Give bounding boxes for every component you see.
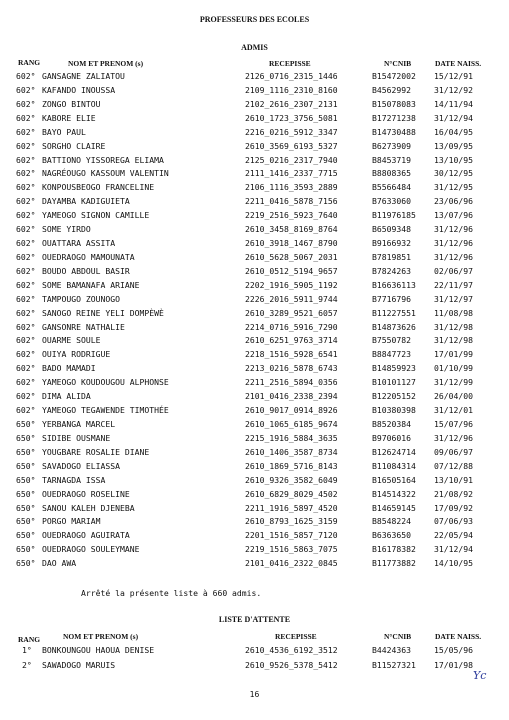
- header-recepisse: RECEPISSE: [275, 632, 317, 641]
- rank-cell: 602°: [16, 71, 36, 81]
- rank-cell: 602°: [16, 168, 36, 179]
- name-cell: SANOGO REINE YELI DOMPÈWÈ: [42, 307, 164, 318]
- recepisse-cell: 2211_2516_5894_0356: [245, 377, 338, 388]
- rank-cell: 650°: [16, 474, 36, 485]
- recepisse-cell: 2101_0416_2338_2394: [245, 391, 338, 402]
- birthdate-cell: 31/12/94: [434, 112, 473, 123]
- recepisse-cell: 2202_1916_5905_1192: [245, 279, 338, 290]
- table-row: [16, 280, 496, 291]
- header-rang: RANG: [18, 58, 41, 67]
- birthdate-cell: 14/10/95: [434, 558, 473, 569]
- table-row: [16, 294, 496, 305]
- header-cnib: N°CNIB: [384, 632, 412, 641]
- rank-cell: 602°: [16, 210, 36, 221]
- table-row: [16, 349, 496, 360]
- cnib-cell: B14659145: [372, 502, 416, 513]
- table-row: [16, 447, 496, 458]
- name-cell: KABORE ELIE: [42, 112, 96, 123]
- recepisse-cell: 2610_3918_1467_8790: [245, 238, 338, 249]
- header-cnib: N°CNIB: [384, 59, 412, 68]
- name-cell: SOME BAMANAFA ARIANE: [42, 279, 140, 290]
- rank-cell: 602°: [16, 335, 36, 346]
- table-row: [16, 85, 496, 96]
- recepisse-cell: 2215_1916_5884_3635: [245, 432, 338, 443]
- table-row: [16, 141, 496, 152]
- birthdate-cell: 13/10/91: [434, 474, 473, 485]
- recepisse-cell: 2610_3289_9521_6057: [245, 307, 338, 318]
- rank-cell: 602°: [16, 265, 36, 276]
- recepisse-cell: 2610_3569_6193_5327: [245, 140, 338, 151]
- rank-cell: 602°: [16, 279, 36, 290]
- name-cell: OUEDRAOGO ROSELINE: [42, 488, 130, 499]
- cnib-cell: B10101127: [372, 377, 416, 388]
- name-cell: SOME YIRDO: [42, 224, 91, 235]
- cnib-cell: B7550782: [372, 335, 411, 346]
- name-cell: SAVADOGO ELIASSA: [42, 460, 120, 471]
- cnib-cell: B12624714: [372, 446, 416, 457]
- birthdate-cell: 22/05/94: [434, 530, 473, 541]
- name-cell: SANOU KALEH DJENEBA: [42, 502, 135, 513]
- cnib-cell: B7716796: [372, 293, 411, 304]
- recepisse-cell: 2610_1065_6185_9674: [245, 419, 338, 429]
- header-nom: NOM ET PRENOM (s): [68, 59, 144, 68]
- name-cell: DAO AWA: [42, 558, 77, 569]
- birthdate-cell: 21/08/92: [434, 488, 473, 499]
- handwritten-initials: Yc: [473, 669, 487, 682]
- cnib-cell: B8847723: [372, 349, 411, 360]
- name-cell: KONPOUSBEOGO FRANCELINE: [42, 182, 155, 193]
- birthdate-cell: 17/01/98: [434, 659, 473, 670]
- recepisse-cell: 2610_4536_6192_3512: [245, 645, 338, 655]
- table-row: [16, 335, 496, 346]
- table-row: [16, 391, 496, 402]
- birthdate-cell: 31/12/95: [434, 182, 473, 193]
- birthdate-cell: 17/09/92: [434, 502, 473, 513]
- cnib-cell: B7633060: [372, 196, 411, 207]
- name-cell: BATTIONO YISSOREGA ELIAMA: [42, 154, 164, 165]
- name-cell: PORGO MARIAM: [42, 516, 101, 527]
- recepisse-cell: 2610_9017_0914_8926: [245, 405, 338, 416]
- name-cell: TAMPOUGO ZOUNOGO: [42, 293, 120, 304]
- birthdate-cell: 31/12/94: [434, 544, 473, 555]
- cnib-cell: B4424363: [372, 645, 411, 655]
- cnib-cell: B8548224: [372, 516, 411, 527]
- name-cell: SAWADOGO MARUIS: [42, 659, 116, 670]
- recepisse-cell: 2610_9326_3582_6049: [245, 474, 338, 485]
- rank-cell: 602°: [16, 391, 36, 402]
- table-row: [16, 419, 496, 430]
- birthdate-cell: 31/12/99: [434, 377, 473, 388]
- cnib-cell: B14873626: [372, 321, 416, 332]
- name-cell: OUEDRAOGO AGUIRATA: [42, 530, 130, 541]
- cnib-cell: B14730488: [372, 126, 416, 137]
- cnib-cell: B16178382: [372, 544, 416, 555]
- birthdate-cell: 17/01/99: [434, 349, 473, 360]
- name-cell: BONKOUNGOU HAOUA DENISE: [42, 645, 155, 655]
- birthdate-cell: 31/12/96: [434, 251, 473, 262]
- admis-heading: ADMIS: [241, 43, 268, 52]
- recepisse-cell: 2610_5628_5067_2031: [245, 251, 338, 262]
- cnib-cell: B11773882: [372, 558, 416, 569]
- rank-cell: 602°: [16, 126, 36, 137]
- rank-cell: 1°: [22, 645, 32, 655]
- name-cell: DIMA ALIDA: [42, 391, 91, 402]
- name-cell: YOUGBARE ROSALIE DIANE: [42, 446, 150, 457]
- recepisse-cell: 2219_2516_5923_7640: [245, 210, 338, 221]
- table-row: [16, 544, 496, 555]
- rank-cell: 650°: [16, 446, 36, 457]
- rank-cell: 602°: [16, 84, 36, 95]
- rank-cell: 2°: [22, 659, 32, 670]
- rank-cell: 602°: [16, 321, 36, 332]
- rank-cell: 602°: [16, 140, 36, 151]
- cnib-cell: B9706016: [372, 432, 411, 443]
- name-cell: GANSAGNE ZALIATOU: [42, 71, 125, 81]
- birthdate-cell: 31/12/98: [434, 335, 473, 346]
- recepisse-cell: 2102_2616_2307_2131: [245, 98, 338, 109]
- name-cell: BADO MAMADI: [42, 363, 96, 374]
- recepisse-cell: 2226_2016_5911_9744: [245, 293, 338, 304]
- table-row: [16, 99, 496, 110]
- header-rang: RANG: [18, 635, 41, 644]
- birthdate-cell: 01/10/99: [434, 363, 473, 374]
- table-row: [16, 155, 496, 166]
- cnib-cell: B11527321: [372, 659, 416, 670]
- rank-cell: 650°: [16, 544, 36, 555]
- cnib-cell: B15472002: [372, 71, 416, 81]
- name-cell: OUATTARA ASSITA: [42, 238, 116, 249]
- birthdate-cell: 15/12/91: [434, 71, 473, 81]
- header-date: DATE NAISS.: [435, 59, 482, 68]
- header-recepisse: RECEPISSE: [269, 59, 311, 68]
- footer-note: Arrêté la présente liste à 660 admis.: [81, 588, 262, 598]
- rank-cell: 602°: [16, 112, 36, 123]
- table-row: [16, 503, 496, 514]
- recepisse-cell: 2201_1516_5857_7120: [245, 530, 338, 541]
- rank-cell: 602°: [16, 307, 36, 318]
- recepisse-cell: 2106_1116_3593_2889: [245, 182, 338, 193]
- table-row: [16, 224, 496, 235]
- rank-cell: 650°: [16, 460, 36, 471]
- birthdate-cell: 31/12/01: [434, 405, 473, 416]
- birthdate-cell: 15/05/96: [434, 645, 473, 655]
- birthdate-cell: 13/07/96: [434, 210, 473, 221]
- table-row: [16, 377, 496, 388]
- table-row: [16, 645, 496, 656]
- cnib-cell: B6509348: [372, 224, 411, 235]
- table-row: [16, 405, 496, 416]
- rank-cell: 602°: [16, 196, 36, 207]
- table-row: [16, 182, 496, 193]
- table-row: [16, 71, 496, 82]
- name-cell: TARNAGDA ISSA: [42, 474, 106, 485]
- cnib-cell: B17271238: [372, 112, 416, 123]
- rank-cell: 602°: [16, 98, 36, 109]
- recepisse-cell: 2219_1516_5863_7075: [245, 544, 338, 555]
- birthdate-cell: 31/12/92: [434, 84, 473, 95]
- rank-cell: 650°: [16, 502, 36, 513]
- cnib-cell: B5566484: [372, 182, 411, 193]
- table-row: [16, 113, 496, 124]
- cnib-cell: B15078083: [372, 98, 416, 109]
- rank-cell: 602°: [16, 377, 36, 388]
- table-row: [16, 168, 496, 179]
- name-cell: DAYAMBA KADIGUIETA: [42, 196, 130, 207]
- rank-cell: 650°: [16, 419, 36, 429]
- name-cell: GANSONRE NATHALIE: [42, 321, 125, 332]
- cnib-cell: B12205152: [372, 391, 416, 402]
- cnib-cell: B14859923: [372, 363, 416, 374]
- birthdate-cell: 13/10/95: [434, 154, 473, 165]
- name-cell: SIDIBE OUSMANE: [42, 432, 111, 443]
- recepisse-cell: 2610_3458_8169_8764: [245, 224, 338, 235]
- rank-cell: 602°: [16, 238, 36, 249]
- recepisse-cell: 2214_0716_5916_7290: [245, 321, 338, 332]
- rank-cell: 602°: [16, 363, 36, 374]
- birthdate-cell: 15/07/96: [434, 419, 473, 429]
- recepisse-cell: 2610_6251_9763_3714: [245, 335, 338, 346]
- birthdate-cell: 31/12/96: [434, 224, 473, 235]
- recepisse-cell: 2610_1723_3756_5081: [245, 112, 338, 123]
- cnib-cell: B9166932: [372, 238, 411, 249]
- recepisse-cell: 2211_1916_5897_4520: [245, 502, 338, 513]
- birthdate-cell: 07/06/93: [434, 516, 473, 527]
- birthdate-cell: 16/04/95: [434, 126, 473, 137]
- name-cell: YERBANGA MARCEL: [42, 419, 116, 429]
- birthdate-cell: 30/12/95: [434, 168, 473, 179]
- table-row: [16, 322, 496, 333]
- cnib-cell: B7824263: [372, 265, 411, 276]
- rank-cell: 650°: [16, 432, 36, 443]
- rank-cell: 602°: [16, 251, 36, 262]
- cnib-cell: B14514322: [372, 488, 416, 499]
- cnib-cell: B6273909: [372, 140, 411, 151]
- rank-cell: 602°: [16, 154, 36, 165]
- table-row: [16, 196, 496, 207]
- table-row: [16, 461, 496, 472]
- birthdate-cell: 13/09/95: [434, 140, 473, 151]
- table-row: [16, 210, 496, 221]
- name-cell: ZONGO BINTOU: [42, 98, 101, 109]
- header-nom: NOM ET PRENOM (s): [63, 632, 139, 641]
- birthdate-cell: 23/06/96: [434, 196, 473, 207]
- header-date: DATE NAISS.: [435, 632, 482, 641]
- table-row: [16, 530, 496, 541]
- name-cell: YAMEOGO TEGAWENDE TIMOTHÉE: [42, 405, 169, 416]
- name-cell: BAYO PAUL: [42, 126, 86, 137]
- birthdate-cell: 02/06/97: [434, 265, 473, 276]
- cnib-cell: B4562992: [372, 84, 411, 95]
- table-row: [16, 558, 496, 569]
- recepisse-cell: 2218_1516_5928_6541: [245, 349, 338, 360]
- recepisse-cell: 2126_0716_2315_1446: [245, 71, 338, 81]
- name-cell: BOUDO ABDOUL BASIR: [42, 265, 130, 276]
- cnib-cell: B6363650: [372, 530, 411, 541]
- name-cell: OUIYA RODRIGUE: [42, 349, 111, 360]
- rank-cell: 602°: [16, 349, 36, 360]
- table-row: [16, 433, 496, 444]
- cnib-cell: B11976185: [372, 210, 416, 221]
- table-row: [16, 363, 496, 374]
- name-cell: YAMEOGO KOUDOUGOU ALPHONSE: [42, 377, 169, 388]
- birthdate-cell: 26/04/00: [434, 391, 473, 402]
- recepisse-cell: 2216_0216_5912_3347: [245, 126, 338, 137]
- name-cell: OUEDRAOGO MAMOUNATA: [42, 251, 135, 262]
- recepisse-cell: 2111_1416_2337_7715: [245, 168, 338, 179]
- cnib-cell: B8453719: [372, 154, 411, 165]
- recepisse-cell: 2125_0216_2317_7940: [245, 154, 338, 165]
- name-cell: NAGRÉOUGO KASSOUM VALENTIN: [42, 168, 169, 179]
- rank-cell: 650°: [16, 530, 36, 541]
- table-row: [16, 266, 496, 277]
- name-cell: YAMEOGO SIGNON CAMILLE: [42, 210, 150, 221]
- rank-cell: 602°: [16, 182, 36, 193]
- birthdate-cell: 14/11/94: [434, 98, 473, 109]
- cnib-cell: B16636113: [372, 279, 416, 290]
- birthdate-cell: 31/12/96: [434, 432, 473, 443]
- page-number: 16: [249, 690, 260, 699]
- recepisse-cell: 2610_6829_8029_4502: [245, 488, 338, 499]
- recepisse-cell: 2101_0416_2322_0845: [245, 558, 338, 569]
- birthdate-cell: 09/06/97: [434, 446, 473, 457]
- recepisse-cell: 2211_0416_5878_7156: [245, 196, 338, 207]
- rank-cell: 602°: [16, 293, 36, 304]
- name-cell: OUEDRAOGO SOULEYMANE: [42, 544, 140, 555]
- attente-heading: LISTE D'ATTENTE: [218, 615, 291, 624]
- birthdate-cell: 11/08/98: [434, 307, 473, 318]
- name-cell: OUARME SOULE: [42, 335, 101, 346]
- table-row: [16, 489, 496, 500]
- cnib-cell: B16505164: [372, 474, 416, 485]
- table-row: [16, 238, 496, 249]
- birthdate-cell: 07/12/88: [434, 460, 473, 471]
- cnib-cell: B8808365: [372, 168, 411, 179]
- rank-cell: 650°: [16, 516, 36, 527]
- rank-cell: 650°: [16, 558, 36, 569]
- birthdate-cell: 22/11/97: [434, 279, 473, 290]
- table-row: [16, 516, 496, 527]
- cnib-cell: B11084314: [372, 460, 416, 471]
- table-row: [16, 660, 496, 671]
- recepisse-cell: 2610_1406_3587_8734: [245, 446, 338, 457]
- document-title: PROFESSEURS DES ECOLES: [199, 15, 310, 24]
- cnib-cell: B7819851: [372, 251, 411, 262]
- cnib-cell: B11227551: [372, 307, 416, 318]
- birthdate-cell: 31/12/98: [434, 321, 473, 332]
- recepisse-cell: 2610_9526_5378_5412: [245, 659, 338, 670]
- recepisse-cell: 2610_1869_5716_8143: [245, 460, 338, 471]
- table-row: [16, 475, 496, 486]
- rank-cell: 602°: [16, 405, 36, 416]
- cnib-cell: B10380398: [372, 405, 416, 416]
- rank-cell: 650°: [16, 488, 36, 499]
- birthdate-cell: 31/12/96: [434, 238, 473, 249]
- recepisse-cell: 2610_0512_5194_9657: [245, 265, 338, 276]
- table-row: [16, 127, 496, 138]
- rank-cell: 602°: [16, 224, 36, 235]
- name-cell: KAFANDO INOUSSA: [42, 84, 116, 95]
- recepisse-cell: 2109_1116_2310_8160: [245, 84, 338, 95]
- table-row: [16, 252, 496, 263]
- table-row: [16, 308, 496, 319]
- cnib-cell: B8520384: [372, 419, 411, 429]
- recepisse-cell: 2213_0216_5878_6743: [245, 363, 338, 374]
- recepisse-cell: 2610_8793_1625_3159: [245, 516, 338, 527]
- name-cell: SORGHO CLAIRE: [42, 140, 106, 151]
- birthdate-cell: 31/12/97: [434, 293, 473, 304]
